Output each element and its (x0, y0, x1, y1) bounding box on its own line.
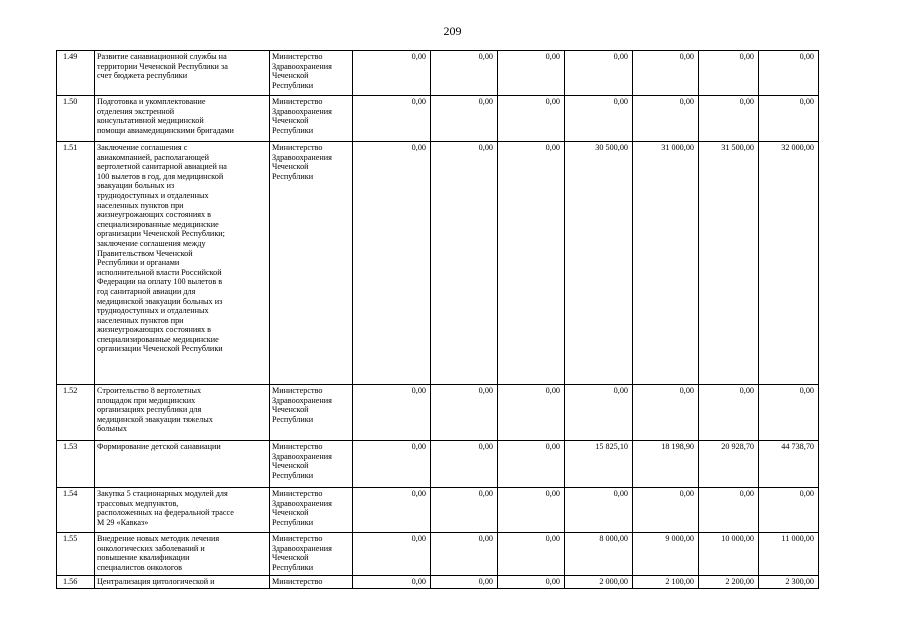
funding-value: 0,00 (633, 96, 699, 142)
row-number: 1.51 (57, 142, 95, 385)
funding-value: 0,00 (498, 441, 565, 488)
row-number: 1.55 (57, 533, 95, 576)
funding-value: 0,00 (498, 51, 565, 96)
funding-value: 0,00 (633, 51, 699, 96)
funding-value: 2 200,00 (699, 576, 759, 589)
executor-name: Министерство Здравоохранения Чеченской Республики (270, 142, 353, 385)
table-row (57, 533, 819, 576)
funding-value: 15 825,10 (565, 441, 633, 488)
measure-name: Заключение соглашения с авиакомпанией, располагающей вертолетной санитарной авиацией на 100 вылетов в год, для медицинской эвакуации больных из труднодоступных и отдаленных населенных пунктов при жизнеугрожающих состояниях в специализированные медицинские организации Чеченской Республики; заключение соглашения между Правительством Чеченской Республики и органами исполнительной власти Российской Федерации на оплату 100 вылетов в год санитарной авиации для медицинской эвакуации больных из труднодоступных и отдаленных населенных пунктов при жизнеугрожающих состояниях в специализированные медицинские организации Чеченской Республики (95, 142, 270, 385)
funding-value: 0,00 (431, 96, 498, 142)
table-row (57, 142, 819, 385)
table-row (57, 441, 819, 488)
funding-value: 0,00 (759, 51, 819, 96)
funding-value: 10 000,00 (699, 533, 759, 576)
funding-value: 9 000,00 (633, 533, 699, 576)
funding-value: 0,00 (353, 488, 431, 533)
funding-value: 0,00 (353, 51, 431, 96)
row-number: 1.54 (57, 488, 95, 533)
funding-value: 0,00 (759, 488, 819, 533)
table-row (57, 385, 819, 441)
funding-value: 0,00 (431, 488, 498, 533)
funding-value: 0,00 (431, 51, 498, 96)
measure-name: Формирование детской санавиации (95, 441, 270, 488)
row-number: 1.56 (57, 576, 95, 589)
funding-value: 0,00 (353, 533, 431, 576)
funding-value: 2 300,00 (759, 576, 819, 589)
budget-table (56, 50, 819, 589)
funding-value: 0,00 (498, 576, 565, 589)
funding-value: 0,00 (431, 385, 498, 441)
funding-value: 18 198,90 (633, 441, 699, 488)
funding-value: 0,00 (699, 385, 759, 441)
funding-value: 0,00 (565, 96, 633, 142)
funding-value: 0,00 (759, 385, 819, 441)
funding-value: 0,00 (699, 488, 759, 533)
funding-value: 0,00 (431, 533, 498, 576)
funding-value: 0,00 (353, 96, 431, 142)
measure-name: Строительство 8 вертолетных площадок при медицинских организациях республики для медицинской эвакуации тяжелых больных (95, 385, 270, 441)
table-row (57, 488, 819, 533)
funding-value: 2 100,00 (633, 576, 699, 589)
funding-value: 0,00 (431, 576, 498, 589)
executor-name: Министерство Здравоохранения Чеченской Республики (270, 51, 353, 96)
funding-value: 0,00 (498, 96, 565, 142)
executor-name: Министерство Здравоохранения Чеченской Республики (270, 533, 353, 576)
row-number: 1.52 (57, 385, 95, 441)
funding-value: 0,00 (431, 441, 498, 488)
funding-value: 0,00 (353, 576, 431, 589)
funding-value: 44 738,70 (759, 441, 819, 488)
funding-value: 0,00 (431, 142, 498, 385)
row-number: 1.53 (57, 441, 95, 488)
funding-value: 0,00 (565, 51, 633, 96)
funding-value: 0,00 (699, 51, 759, 96)
measure-name: Централизация цитологической и (95, 576, 270, 589)
table-row (57, 576, 819, 589)
funding-value: 30 500,00 (565, 142, 633, 385)
executor-name: Министерство Здравоохранения Чеченской Республики (270, 96, 353, 142)
measure-name: Закупка 5 стационарных модулей для трассовых медпунктов, расположенных на федеральной трассе М 29 «Кавказ» (95, 488, 270, 533)
funding-value: 0,00 (759, 96, 819, 142)
funding-value: 0,00 (699, 96, 759, 142)
funding-value: 20 928,70 (699, 441, 759, 488)
measure-name: Внедрение новых методик лечения онкологических заболеваний и повышение квалификации специалистов онкологов (95, 533, 270, 576)
funding-value: 32 000,00 (759, 142, 819, 385)
executor-name: Министерство Здравоохранения Чеченской Республики (270, 488, 353, 533)
funding-value: 0,00 (498, 385, 565, 441)
funding-value: 31 500,00 (699, 142, 759, 385)
funding-value: 0,00 (633, 488, 699, 533)
funding-value: 11 000,00 (759, 533, 819, 576)
row-number: 1.50 (57, 96, 95, 142)
funding-value: 2 000,00 (565, 576, 633, 589)
page-number: 209 (443, 24, 462, 38)
funding-value: 0,00 (353, 441, 431, 488)
row-number: 1.49 (57, 51, 95, 96)
funding-value: 0,00 (498, 533, 565, 576)
funding-value: 0,00 (353, 385, 431, 441)
executor-name: Министерство Здравоохранения Чеченской Республики (270, 385, 353, 441)
funding-value: 0,00 (498, 488, 565, 533)
funding-value: 8 000,00 (565, 533, 633, 576)
measure-name: Подготовка и укомплектование отделения экстренной консультативной медицинской помощи авиамедицинскими бригадами (95, 96, 270, 142)
funding-value: 0,00 (353, 142, 431, 385)
table-row (57, 51, 819, 96)
table-row (57, 96, 819, 142)
funding-value: 0,00 (565, 488, 633, 533)
executor-name: Министерство (270, 576, 353, 589)
funding-value: 0,00 (498, 142, 565, 385)
funding-value: 0,00 (633, 385, 699, 441)
measure-name: Развитие санавиационной службы на территории Чеченской Республики за счет бюджета республики (95, 51, 270, 96)
funding-value: 31 000,00 (633, 142, 699, 385)
funding-value: 0,00 (565, 385, 633, 441)
executor-name: Министерство Здравоохранения Чеченской Республики (270, 441, 353, 488)
